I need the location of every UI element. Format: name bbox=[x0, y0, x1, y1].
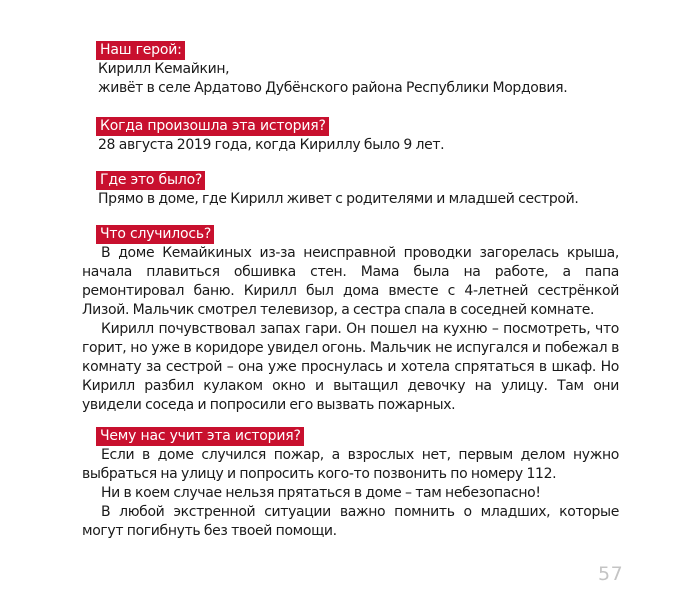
section-label-where: Где это было? bbox=[96, 171, 205, 190]
section-where bbox=[82, 169, 619, 209]
what-happened-paragraph-2: Кирилл почувствовал запах гари. Он пошел на кухню – посмотреть, что горит, но уже в коридоре увидел огонь. Мальчик не испугался и побежал в комнату за сестрой – она уже проснулась и хотела спрятаться в шкаф. Но Кирилл разбил кулаком окно и вытащил девочку на улицу. Там они увидели соседа и попросили его вызвать пожарных. bbox=[82, 321, 619, 413]
lesson-paragraph-2: Ни в коем случае нельзя прятаться в доме – там небезопасно! bbox=[101, 485, 541, 501]
section-what-happened bbox=[82, 223, 619, 415]
section-label-lesson: Чему нас учит эта история? bbox=[96, 427, 304, 446]
section-when bbox=[82, 115, 619, 155]
section-hero bbox=[82, 39, 619, 98]
page-number: 57 bbox=[598, 563, 624, 585]
section-label-hero: Наш герой: bbox=[96, 41, 185, 60]
what-happened-paragraph-1: В доме Кемайкиных из-за неисправной проводки загорелась крыша, начала плавиться обшивка стен. Мама была на работе, а папа ремонтировал баню. Кирилл был дома вместе с 4-летней сестрёнкой Лизой. Мальчик смотрел телевизор, а сестра спала в соседней комнате. bbox=[82, 245, 619, 318]
lesson-paragraph-3: В любой экстренной ситуации важно помнить о младших, которые могут погибнуть без твоей помощи. bbox=[82, 504, 619, 539]
section-label-when: Когда произошла эта история? bbox=[96, 117, 329, 136]
section-label-what-happened: Что случилось? bbox=[96, 225, 214, 244]
section-lesson bbox=[82, 425, 619, 541]
when-text: 28 августа 2019 года, когда Кириллу было 9 лет. bbox=[98, 137, 445, 153]
hero-name: Кирилл Кемайкин, bbox=[98, 61, 230, 77]
hero-location: живёт в селе Ардатово Дубёнского района Республики Мордовия. bbox=[98, 80, 568, 96]
lesson-paragraph-1: Если в доме случился пожар, а взрослых нет, первым делом нужно выбраться на улицу и попросить кого-то позвонить по номеру 112. bbox=[82, 447, 619, 482]
where-text: Прямо в доме, где Кирилл живет с родителями и младшей сестрой. bbox=[98, 191, 579, 207]
